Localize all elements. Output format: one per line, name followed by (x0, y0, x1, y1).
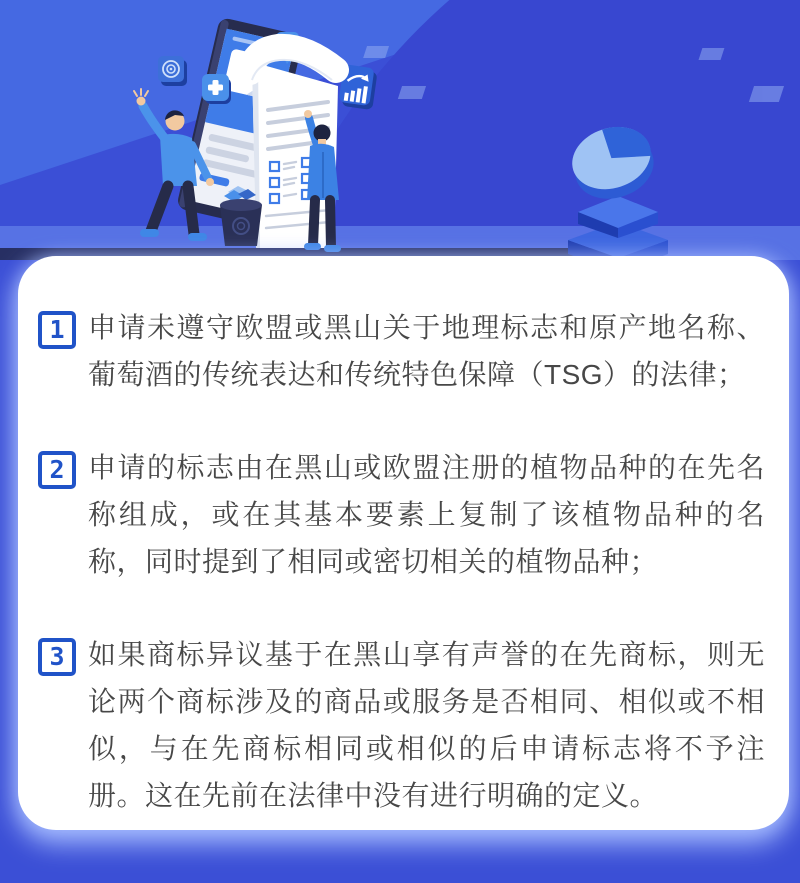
item-number-badge: 1 (38, 311, 76, 349)
hero-illustration (0, 0, 800, 260)
item-text: 申请未遵守欧盟或黑山关于地理标志和原产地名称、葡萄酒的传统表达和传统特色保障（TSG）的法律； (88, 312, 765, 390)
item-number-badge: 2 (38, 451, 76, 489)
item-number-badge: 3 (38, 638, 76, 676)
item-text: 如果商标异议基于在黑山享有声誉的在先商标，则无论两个商标涉及的商品或服务是否相同、相似或不相似，与在先商标相同或相似的后申请标志将不予注册。这在先前在法律中没有进行明确的定义。 (88, 639, 765, 811)
plus-icon (202, 74, 231, 104)
list-item-1 (36, 304, 765, 398)
item-text: 申请的标志由在黑山或欧盟注册的植物品种的在先名称组成，或在其基本要素上复制了该植物品种的名称，同时提到了相同或密切相关的植物品种； (88, 452, 765, 577)
fingerprint-icon (158, 56, 187, 86)
list-item-2 (36, 444, 765, 585)
content-card (18, 256, 789, 830)
list-item-3 (36, 631, 765, 819)
document-basket (220, 186, 262, 246)
